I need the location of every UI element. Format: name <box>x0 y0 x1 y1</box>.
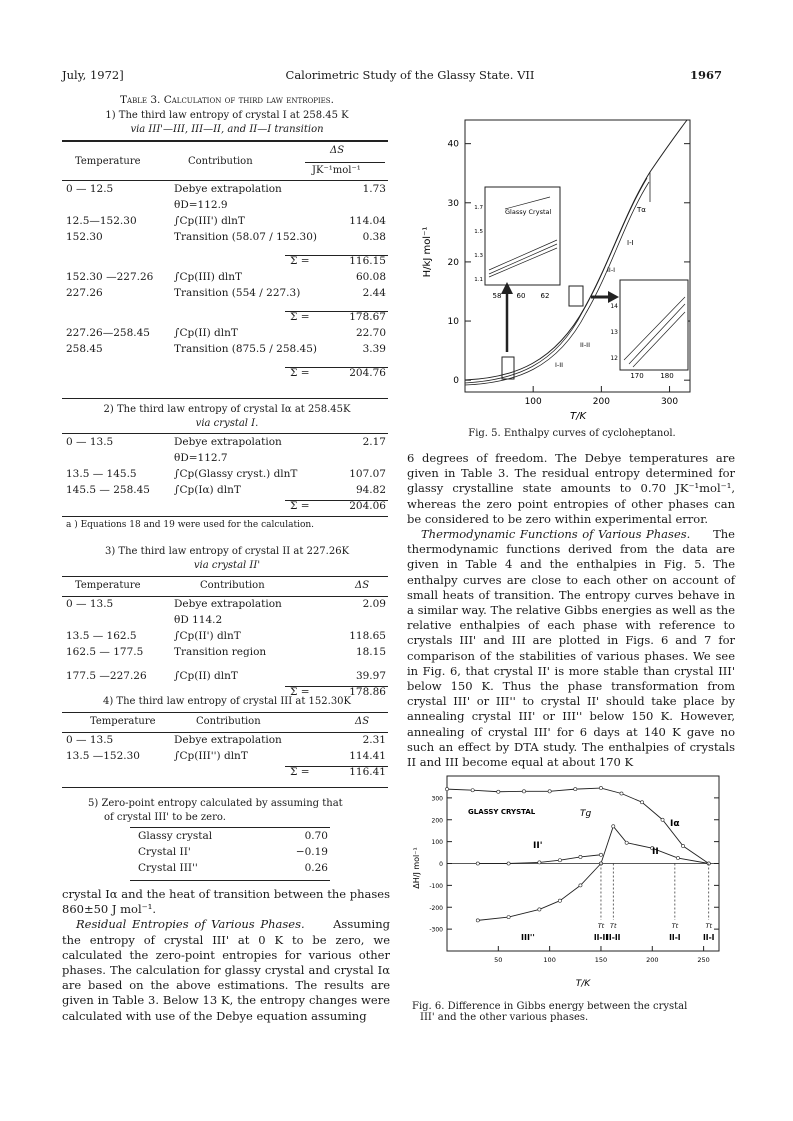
fig6-label-glassy: GLASSY CRYSTAL <box>468 808 536 816</box>
cell-contribution: ∫Cp(Iα) dlnT <box>174 484 241 496</box>
fig6-point <box>681 844 684 847</box>
cell-delta-s: 204.06 <box>349 500 386 512</box>
inset-xtick-label: 180 <box>660 372 674 380</box>
section4-heading: 4) The third law entropy of crystal III at 152.30K <box>102 696 352 707</box>
table-rule <box>62 596 388 597</box>
inset-ytick-label: 1.7 <box>474 205 483 211</box>
table-row <box>62 436 388 452</box>
fig6-tt-label: Tt <box>597 922 605 930</box>
table-row <box>62 452 388 468</box>
fig6-transition-label: II-I <box>702 933 715 942</box>
cell-contribution: ∫Cp(II') dlnT <box>174 630 241 642</box>
cell-temperature: 177.5 —227.26 <box>66 670 147 682</box>
table-row <box>62 646 388 670</box>
paragraph <box>62 917 390 1023</box>
cell-temperature: 13.5 —152.30 <box>66 750 140 762</box>
table-row <box>62 271 388 287</box>
fig6-transition-label: II-I <box>669 933 681 942</box>
table-rule <box>62 433 388 434</box>
paragraph: 6 degrees of freedom. The Debye temperatures are given in Table 3. The residual entropy determined for glassy crystalline state amounts to 0.70 JK⁻¹mol⁻¹, whereas the zero point entropies of other phases can be considered to be zero within experimental error. <box>407 451 735 526</box>
fig6-xlabel: T/K <box>575 979 591 989</box>
cell-temperature: 145.5 — 258.45 <box>66 484 150 496</box>
cell-delta-s: 0.26 <box>304 862 328 874</box>
fig6-tt-label: Tt <box>705 922 713 930</box>
cell-delta-s: 204.76 <box>349 367 386 379</box>
sum-symbol: Σ = <box>290 766 310 778</box>
fig5-xlabel: T/K <box>569 411 587 422</box>
fig6-point <box>620 792 623 795</box>
fig6-caption-line: III' and the other various phases. <box>420 1012 589 1023</box>
fig6-ytick-label: 300 <box>431 795 443 803</box>
fig6-point <box>676 856 679 859</box>
section3-heading: 3) The third law entropy of crystal II at 227.26K <box>104 546 350 557</box>
cell-contribution: Transition (554 / 227.3) <box>174 287 301 299</box>
table-row <box>62 766 388 782</box>
table-row <box>62 183 388 199</box>
fig6-transition-label: II-II <box>606 933 621 942</box>
fig6-xtick-label: 200 <box>646 956 659 964</box>
cell-contribution: Debye extrapolation <box>174 598 282 610</box>
fig5-xtick-label: 100 <box>524 397 542 407</box>
cell-delta-s: 2.17 <box>362 436 386 448</box>
fig6-point <box>471 789 474 792</box>
running-header-title: Calorimetric Study of the Glassy State. VII <box>285 68 535 82</box>
cell-delta-s: 18.15 <box>355 646 386 658</box>
fig6-ytick-label: -100 <box>429 882 443 890</box>
col-temperature: Temperature <box>90 716 156 727</box>
cell-contribution: ∫Cp(Glassy cryst.) dlnT <box>174 468 298 480</box>
table-footnote: a ) Equations 18 and 19 were used for the calculation. <box>66 520 315 530</box>
table-rule <box>62 140 388 142</box>
fig6-point <box>507 915 510 918</box>
fig5-ytick-label: 20 <box>447 257 459 268</box>
table-rule <box>130 880 330 881</box>
page-number: 1967 <box>690 68 723 82</box>
fig6-point <box>579 855 582 858</box>
sum-symbol: Σ = <box>290 255 310 267</box>
fig5-label: II-II <box>580 341 591 349</box>
cell-temperature: 227.26—258.45 <box>66 327 150 339</box>
cell-delta-s: 94.82 <box>355 484 386 496</box>
inset-xtick-label: 60 <box>516 292 526 300</box>
table-row <box>130 862 330 878</box>
fig6-point <box>558 859 561 862</box>
inset-xtick-label: 62 <box>540 292 550 300</box>
cell-delta-s: 114.41 <box>349 750 386 762</box>
cell-contribution: θD 114.2 <box>174 614 223 626</box>
table-rule <box>62 516 388 517</box>
cell-contribution: θD=112.7 <box>174 452 228 464</box>
fig5-ytick-label: 10 <box>447 317 459 328</box>
cell-delta-s: 107.07 <box>349 468 386 480</box>
inset-ytick-label: 1.5 <box>474 229 483 235</box>
fig6-caption-line: Fig. 6. Difference in Gibbs energy between the crystal <box>412 1001 688 1012</box>
table-row <box>62 311 388 327</box>
fig6-point <box>612 825 615 828</box>
cell-delta-s: 114.04 <box>349 215 386 227</box>
table-row <box>62 327 388 343</box>
fig5-xtick-label: 300 <box>660 397 679 407</box>
table-row <box>62 215 388 231</box>
cell-temperature: 152.30 <box>66 231 103 243</box>
fig6-ytick-label: 100 <box>431 839 443 847</box>
fig6-xtick-label: 100 <box>543 956 556 964</box>
fig6-point <box>476 919 479 922</box>
inset-ytick-label: 13 <box>610 329 618 336</box>
fig6-point <box>548 790 551 793</box>
fig6-label-ii: II <box>652 847 659 857</box>
section1-subheading: via III'—III, III—II, and II—I transition <box>130 124 324 135</box>
table-title: Table 3. Calculation of third law entropies. <box>120 94 334 106</box>
table-row <box>62 468 388 484</box>
fig5-label: I-II <box>555 361 564 369</box>
section5-subheading: of crystal III' to be zero. <box>104 812 226 823</box>
paragraph-body: Assuming the entropy of crystal III' at 0 K to be zero, we calculated the zero-point entropies for various other phases. The calculation for glassy crystal and crystal Iα are based on the above estimations. The results are given in Table 3. Below 13 K, the entropy changes were calculated with use of the Debye equation assuming <box>62 917 390 1023</box>
cell-contribution: Transition region <box>174 646 267 658</box>
fig5-ytick-label: 30 <box>447 198 459 209</box>
cell-contribution: ∫Cp(III') dlnT <box>174 215 245 227</box>
fig6-point <box>538 908 541 911</box>
cell-contribution: Transition (875.5 / 258.45) <box>174 343 317 355</box>
table-row <box>62 630 388 646</box>
cell-delta-s: 3.39 <box>362 343 386 355</box>
cell-delta-s: 178.86 <box>349 686 386 698</box>
sum-symbol: Σ = <box>290 311 310 323</box>
fig6-label-iii: III'' <box>521 933 535 942</box>
cell-temperature: 0 — 13.5 <box>66 436 114 448</box>
fig6-series-line <box>601 826 709 863</box>
fig6-point <box>599 853 602 856</box>
sum-symbol: Σ = <box>290 500 310 512</box>
section1-heading: 1) The third law entropy of crystal I at 258.45 K <box>105 110 349 121</box>
fig6-tt-label: Tt <box>610 922 617 930</box>
inset-xtick-label: 170 <box>630 372 644 380</box>
fig6-tt-label: Tt <box>671 922 679 930</box>
fig6-point <box>599 786 602 789</box>
table-rule <box>62 787 388 788</box>
sum-symbol: Σ = <box>290 686 310 698</box>
cell-delta-s: 60.08 <box>355 271 386 283</box>
cell-contribution: Crystal III'' <box>138 862 198 874</box>
cell-contribution: Debye extrapolation <box>174 436 282 448</box>
table-row <box>62 231 388 255</box>
section3-subheading: via crystal II' <box>193 560 261 571</box>
cell-contribution: Debye extrapolation <box>174 734 282 746</box>
cell-delta-s: 1.73 <box>362 183 386 195</box>
fig6-ytick-label: -300 <box>429 926 443 934</box>
cell-temperature: 227.26 <box>66 287 103 299</box>
cell-temperature: 0 — 12.5 <box>66 183 114 195</box>
sum-symbol: Σ = <box>290 367 310 379</box>
fig5-arrowhead <box>608 291 619 303</box>
table-row <box>62 199 388 215</box>
table-row <box>62 287 388 311</box>
fig6-ytick-label: 0 <box>439 861 443 868</box>
inset-ytick-label: 12 <box>610 355 618 362</box>
col-temperature: Temperature <box>75 580 141 591</box>
col-unit-rule <box>305 162 385 163</box>
cell-contribution: Transition (58.07 / 152.30) <box>174 231 317 243</box>
fig5-ylabel: H/kJ mol⁻¹ <box>422 226 433 278</box>
right-body-text <box>407 451 735 770</box>
cell-contribution: ∫Cp(III'') dlnT <box>174 750 248 762</box>
inset-ytick-label: 1.3 <box>474 253 483 259</box>
section3-rows <box>62 598 388 702</box>
fig6-label-ia: Iα <box>670 819 680 829</box>
section5-heading: 5) Zero-point entropy calculated by assuming that <box>88 798 343 809</box>
cell-delta-s: 2.31 <box>362 734 386 746</box>
cell-contribution: ∫Cp(II) dlnT <box>174 327 238 339</box>
table-row <box>62 670 388 686</box>
table-rule <box>62 398 388 399</box>
table-row <box>62 367 388 383</box>
left-body-text <box>62 887 390 1024</box>
cell-temperature: 258.45 <box>66 343 103 355</box>
table-row <box>62 734 388 750</box>
paragraph-heading: Residual Entropies of Various Phases. <box>76 917 305 932</box>
table-rule <box>62 180 388 181</box>
table-row <box>62 343 388 367</box>
cell-delta-s: −0.19 <box>295 846 328 858</box>
fig5-zoom-box <box>502 357 514 379</box>
cell-contribution: ∫Cp(II) dlnT <box>174 670 238 682</box>
table-row <box>62 255 388 271</box>
table-row <box>62 484 388 500</box>
fig6-xtick-label: 50 <box>494 956 503 964</box>
table-rule <box>62 712 388 713</box>
fig5-enthalpy-chart <box>405 112 735 442</box>
cell-contribution: Debye extrapolation <box>174 183 282 195</box>
fig6-point <box>574 788 577 791</box>
inset-ytick-label: 1.1 <box>474 277 483 283</box>
col-temperature: Temperature <box>75 156 141 167</box>
fig6-point <box>476 862 479 865</box>
inset-ytick-label: 14 <box>610 303 618 310</box>
paragraph <box>407 527 735 770</box>
cell-contribution: Glassy crystal <box>138 830 213 842</box>
cell-temperature: 13.5 — 145.5 <box>66 468 137 480</box>
fig6-point <box>507 862 510 865</box>
table-rule <box>62 576 388 577</box>
paragraph-body: The thermodynamic functions derived from the data are given in Table 4 and the enthalpies in Fig. 5. The enthalpy curves are close to each other on account of small heats of transition. The entropy curves behave in a similar way. The relative Gibbs energies as well as the relative enthalpies of each phase with reference to crystals III' and III are plotted in Figs. 6 and 7 for comparison of the stabilities of various phases. We see in Fig. 6, that crystal II' is more stable than crystal III' below 150 K. Thus the phase transformation from crystal III' or III'' to crystal II' should take place by annealing crystal III' or III'' below 150 K. However, annealing of crystal III' for 6 days at 140 K gave no such an effect by DTA study. The enthalpies of crystals II and III become equal at about 170 K <box>407 527 735 770</box>
fig6-point <box>497 790 500 793</box>
fig6-point <box>445 788 448 791</box>
table-rule <box>130 827 330 828</box>
cell-contribution: Crystal II' <box>138 846 191 858</box>
cell-delta-s: 116.15 <box>349 255 386 267</box>
fig5-xtick-label: 200 <box>592 397 610 407</box>
fig6-point <box>522 790 525 793</box>
fig6-ytick-label: 200 <box>431 817 443 825</box>
col-delta-s: ΔS <box>355 716 370 727</box>
paragraph: crystal Iα and the heat of transition between the phases 860±50 J mol⁻¹. <box>62 887 390 917</box>
fig5-ytick-label: 0 <box>453 376 459 387</box>
paragraph-heading: Thermodynamic Functions of Various Phases. <box>421 527 691 542</box>
fig6-ylabel: ΔH/J mol⁻¹ <box>412 847 421 889</box>
fig6-label-tg: Tg <box>580 809 592 819</box>
col-contribution: Contribution <box>196 716 261 727</box>
section2-rows <box>62 436 388 516</box>
inset-xtick-label: 58 <box>492 292 502 300</box>
table-row <box>130 830 330 846</box>
cell-delta-s: 178.67 <box>349 311 386 323</box>
fig6-transition-label: II-II <box>593 933 609 942</box>
fig6-xtick-label: 250 <box>697 956 710 964</box>
fig6-gibbs-chart <box>405 768 735 998</box>
fig6-ytick-label: -200 <box>429 904 443 912</box>
table-row <box>62 750 388 766</box>
cell-delta-s: 2.09 <box>362 598 386 610</box>
fig5-ytick-label: 40 <box>447 139 459 150</box>
cell-temperature: 13.5 — 162.5 <box>66 630 137 642</box>
section2-subheading: via crystal I. <box>195 418 259 429</box>
cell-delta-s: 39.97 <box>355 670 386 682</box>
fig6-point <box>625 841 628 844</box>
fig5-inset-glassy <box>485 187 560 285</box>
table-row <box>130 846 330 862</box>
cell-delta-s: 116.41 <box>349 766 386 778</box>
section2-heading: 2) The third law entropy of crystal Iα at 258.45K <box>103 404 351 415</box>
cell-delta-s: 0.38 <box>362 231 386 243</box>
section1-rows <box>62 183 388 383</box>
table-rule <box>62 732 388 733</box>
fig5-caption: Fig. 5. Enthalpy curves of cycloheptanol. <box>468 428 676 439</box>
cell-contribution: θD=112.9 <box>174 199 228 211</box>
cell-delta-s: 118.65 <box>349 630 386 642</box>
section5-rows <box>130 830 330 878</box>
fig6-point <box>558 899 561 902</box>
fig6-point <box>661 818 664 821</box>
fig6-point <box>538 861 541 864</box>
cell-delta-s: 2.44 <box>362 287 386 299</box>
cell-contribution: ∫Cp(III) dlnT <box>174 271 243 283</box>
fig6-point <box>640 801 643 804</box>
col-delta-s: ΔS <box>355 580 370 591</box>
cell-delta-s: 22.70 <box>355 327 386 339</box>
fig6-xtick-label: 150 <box>594 956 608 964</box>
fig6-label-iip: II' <box>533 841 543 851</box>
cell-temperature: 152.30 —227.26 <box>66 271 154 283</box>
fig5-label: I-I <box>627 239 634 247</box>
cell-temperature: 0 — 13.5 <box>66 598 114 610</box>
table-row <box>62 598 388 614</box>
cell-temperature: 0 — 13.5 <box>66 734 114 746</box>
fig5-zoom-box <box>569 286 583 306</box>
col-contribution: Contribution <box>200 580 265 591</box>
fig6-series-line <box>478 864 601 921</box>
fig6-caption <box>412 1001 737 1023</box>
col-unit: JK⁻¹mol⁻¹ <box>312 165 361 176</box>
fig5-label-ta: Tα <box>637 206 646 214</box>
col-delta-s: ΔS <box>330 145 345 156</box>
fig6-point <box>579 884 582 887</box>
fig5-label: II-I <box>607 266 616 274</box>
col-contribution: Contribution <box>188 156 253 167</box>
table-row <box>62 614 388 630</box>
fig5-inset-transition <box>620 280 688 370</box>
section4-rows <box>62 734 388 782</box>
running-header-left: July, 1972] <box>62 68 124 82</box>
cell-delta-s: 0.70 <box>304 830 328 842</box>
cell-temperature: 12.5—152.30 <box>66 215 137 227</box>
fig5-inset-label: Glassy Crystal <box>505 208 552 216</box>
cell-temperature: 162.5 — 177.5 <box>66 646 144 658</box>
table-row <box>62 500 388 516</box>
